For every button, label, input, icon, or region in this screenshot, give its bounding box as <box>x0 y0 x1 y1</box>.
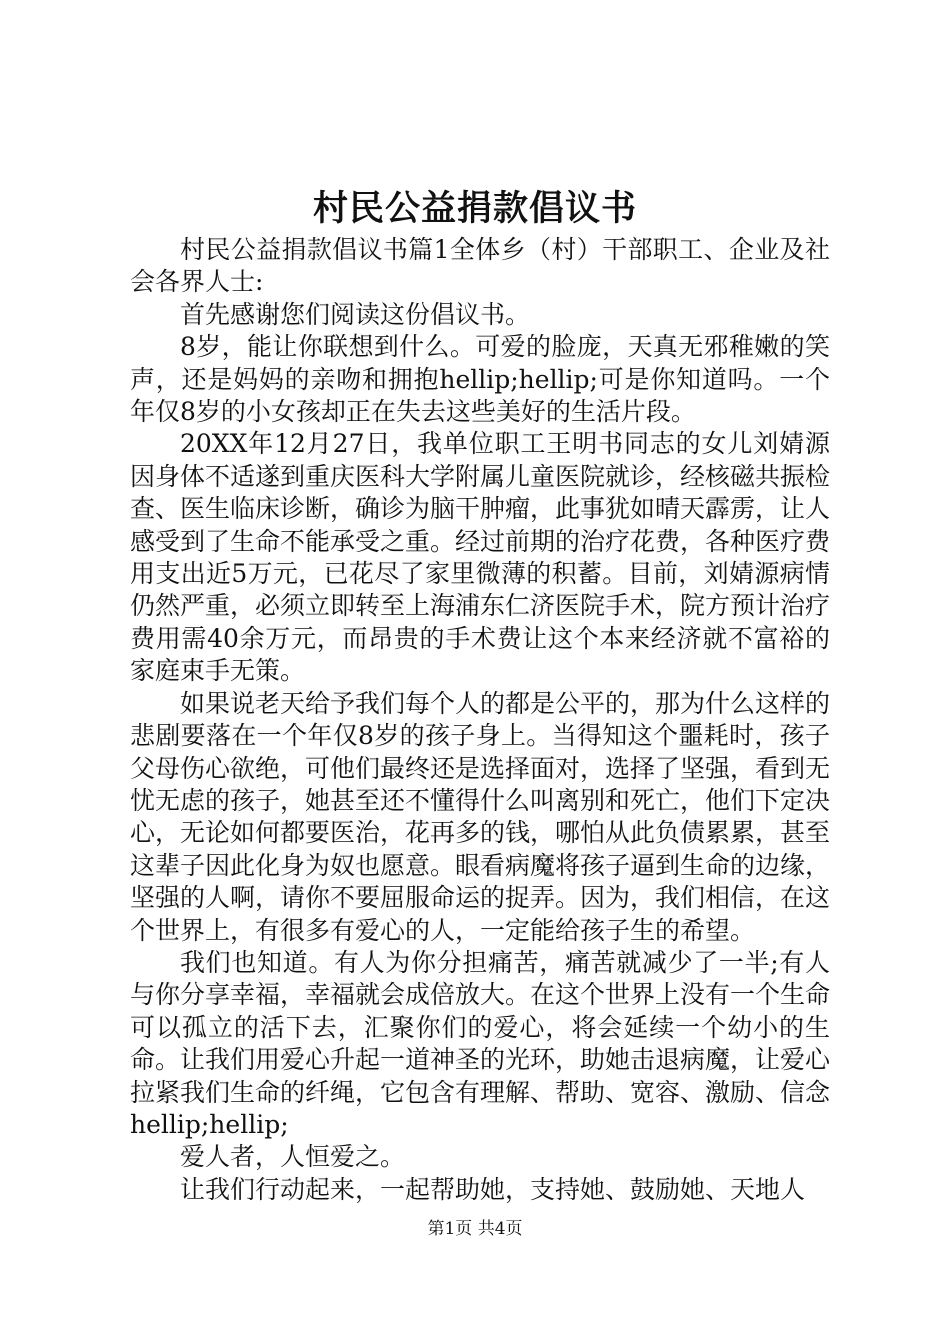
paragraph-thanks: 首先感谢您们阅读这份倡议书。 <box>180 299 531 329</box>
document-title: 村民公益捐款倡议书 <box>312 188 637 229</box>
paragraph-motto: 爱人者，人恒爱之。 <box>180 1142 406 1172</box>
paragraph-intro: 8岁，能让你联想到什么。可爱的脸庞，天真无邪稚嫩的笑声，还是妈妈的亲吻和拥抱hellip;hellip;可是你知道吗。一个年仅8岁的小女孩却正在失去这些美好的生活片段。 <box>130 332 830 427</box>
paragraph-sharing: 我们也知道。有人为你分担痛苦，痛苦就减少了一半;有人与你分享幸福，幸福就会成倍放大。在这个世界上没有一个生命可以孤立的活下去，汇聚你们的爱心，将会延续一个幼小的生命。让我们用爱心升起一道神圣的光环，助她击退病魔，让爱心拉紧我们生命的纤绳，它包含有理解、帮助、宽容、激励、信念hellip;hellip; <box>130 947 831 1139</box>
paragraph-call-to-action: 让我们行动起来，一起帮助她，支持她、鼓励她、天地人 <box>180 1174 806 1204</box>
paragraph-background: 20XX年12月27日，我单位职工王明书同志的女儿刘婧源因身体不适遂到重庆医科大学附属儿童医院就诊，经核磁共振检查、医生临床诊断，确诊为脑干肿瘤，此事犹如晴天霹雳，让人感受到了生命不能承受之重。经过前期的治疗花费，各种医疗费用支出近5万元，已花尽了家里微薄的积蓄。目前，刘婧源病情仍然严重，必须立即转至上海浦东仁济医院手术，院方预计治疗费用需40余万元，而昂贵的手术费让这个本来经济就不富裕的家庭束手无策。 <box>130 429 831 686</box>
page-number-footer: 第1页 共4页 <box>427 1219 523 1239</box>
paragraph-salutation: 村民公益捐款倡议书篇1全体乡（村）干部职工、企业及社会各界人士: <box>130 235 830 297</box>
paragraph-appeal: 如果说老天给予我们每个人的都是公平的，那为什么这样的悲剧要落在一个年仅8岁的孩子身上。当得知这个噩耗时，孩子父母伤心欲绝，可他们最终还是选择面对，选择了坚强，看到无忧无虑的孩子，她甚至还不懂得什么叫离别和死亡，他们下定决心，无论如何都要医治，花再多的钱，哪怕从此负债累累，甚至这辈子因此化身为奴也愿意。眼看病魔将孩子逼到生命的边缘，坚强的人啊，请你不要屈服命运的捉弄。因为，我们相信，在这个世界上，有很多有爱心的人，一定能给孩子生的希望。 <box>130 688 831 945</box>
document-body <box>130 234 830 1206</box>
